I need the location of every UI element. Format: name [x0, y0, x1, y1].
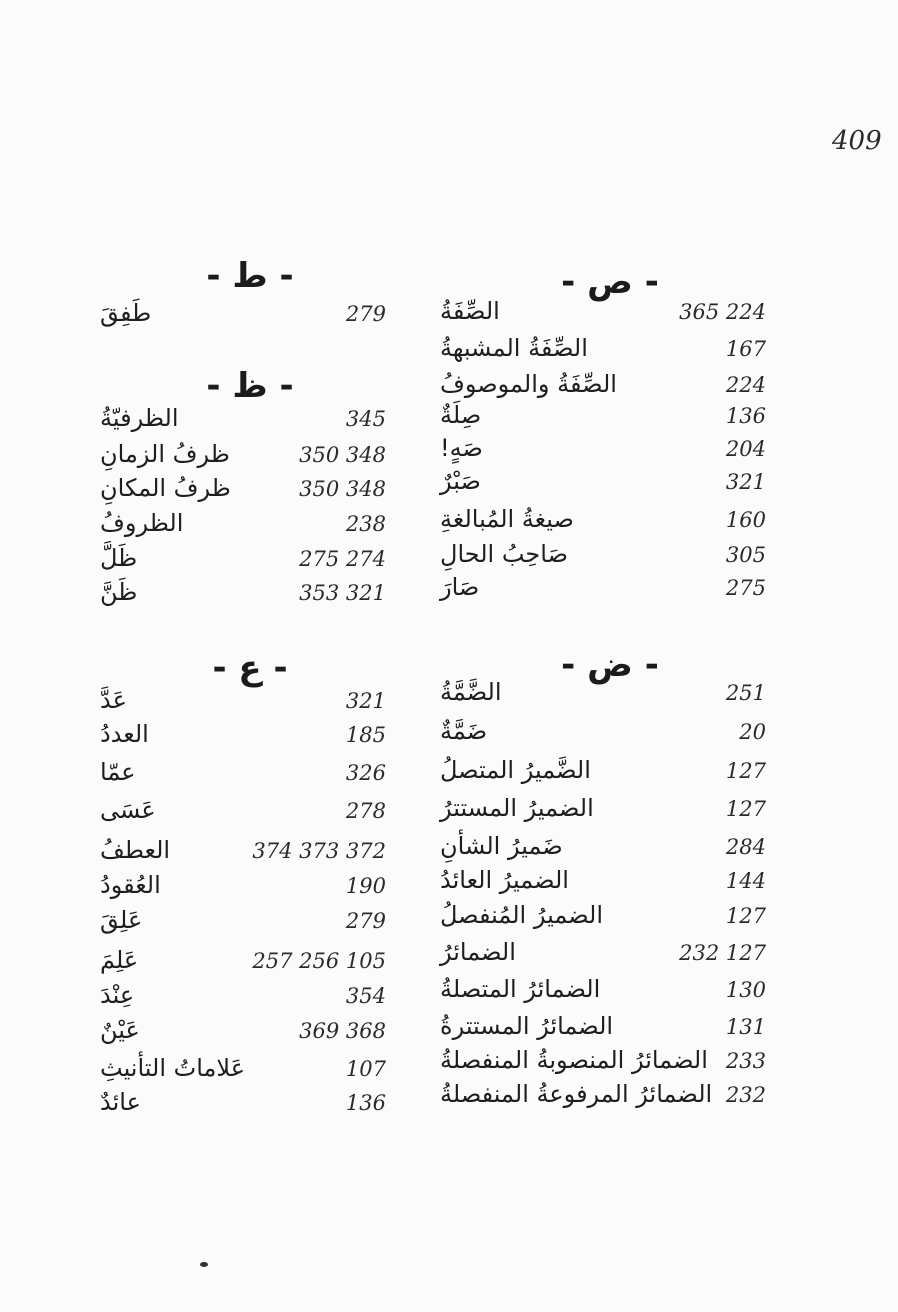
entry-term: صَاحِبُ الحالِ: [440, 540, 568, 568]
index-entry: [100, 720, 400, 756]
entry-pages: 107: [345, 1057, 386, 1081]
entry-pages: 167: [725, 337, 766, 361]
entry-pages: 131: [725, 1015, 766, 1039]
entry-term: الصِّفَةُ والموصوفُ: [440, 370, 617, 398]
index-entry: [440, 678, 780, 714]
entry-pages: 127: [725, 904, 766, 928]
entry-term: عَيْنٌ: [100, 1016, 140, 1044]
stray-mark: [200, 1262, 208, 1267]
entry-term: العددُ: [100, 720, 149, 748]
index-entry: [100, 509, 400, 545]
entry-term: عائدٌ: [100, 1088, 141, 1116]
section-heading-ayn: - ع -: [212, 648, 288, 688]
index-entry: [440, 975, 780, 1011]
entry-term: ضَميرُ الشأنِ: [440, 832, 563, 860]
index-entry: [440, 334, 780, 370]
index-entry: [100, 686, 400, 722]
index-entry: [440, 832, 780, 868]
entry-pages: 224: [725, 373, 766, 397]
entry-pages: 354: [345, 984, 386, 1008]
entry-term: صِلَةٌ: [440, 401, 482, 429]
entry-term: عَسَى: [100, 796, 156, 824]
entry-term: صَارَ: [440, 573, 480, 601]
section-heading-sad: - ص -: [561, 262, 659, 302]
section-heading-za: - ظ -: [206, 366, 294, 406]
entry-term: صَهٍ!: [440, 434, 483, 462]
entry-pages: 20: [739, 720, 766, 744]
entry-pages: 374 373 372: [252, 839, 386, 863]
entry-pages: 232 127: [679, 941, 766, 965]
entry-pages: 127: [725, 797, 766, 821]
entry-term: طَفِقَ: [100, 299, 152, 327]
entry-pages: 204: [725, 437, 766, 461]
entry-pages: 279: [345, 302, 386, 326]
entry-pages: 284: [725, 835, 766, 859]
index-entry: [440, 717, 780, 753]
entry-term: عمّا: [100, 758, 136, 786]
index-entry: [100, 544, 400, 580]
section-heading-dad: - ض -: [561, 645, 659, 685]
entry-term: الضمائرُ المنصوبةُ المنفصلةُ: [440, 1046, 708, 1074]
entry-pages: 365 224: [679, 300, 766, 324]
entry-term: الظروفُ: [100, 509, 184, 537]
index-entry: [440, 1012, 780, 1048]
entry-pages: 233: [725, 1049, 766, 1073]
entry-pages: 130: [725, 978, 766, 1002]
index-entry: [440, 540, 780, 576]
index-entry: [100, 1016, 400, 1052]
index-entry: [100, 871, 400, 907]
entry-term: ظرفُ المكانِ: [100, 474, 231, 502]
entry-pages: 275 274: [299, 547, 386, 571]
entry-term: الضميرُ المستترُ: [440, 794, 594, 822]
entry-term: الضمائرُ المتصلةُ: [440, 975, 601, 1003]
index-entry: [100, 474, 400, 510]
entry-term: الضمائرُ: [440, 938, 516, 966]
entry-term: عَلِقَ: [100, 906, 143, 934]
index-entry: [100, 906, 400, 942]
entry-term: الظرفيّةُ: [100, 404, 179, 432]
index-entry: [100, 758, 400, 794]
index-entry: [440, 901, 780, 937]
index-entry: [440, 434, 780, 470]
index-entry: [440, 866, 780, 902]
entry-pages: 160: [725, 508, 766, 532]
entry-term: الضميرُ المُنفصلُ: [440, 901, 604, 929]
entry-pages: 127: [725, 759, 766, 783]
index-entry: [100, 1054, 400, 1090]
entry-pages: 238: [345, 512, 386, 536]
index-entry: [440, 756, 780, 792]
index-entry: [440, 1046, 780, 1082]
section-heading-ta: - ط -: [206, 256, 294, 296]
entry-pages: 350 348: [299, 477, 386, 501]
entry-pages: 353 321: [299, 581, 386, 605]
entry-term: ظَلَّ: [100, 544, 138, 572]
index-entry: [440, 297, 780, 333]
index-entry: [100, 440, 400, 476]
entry-pages: 321: [345, 689, 386, 713]
index-entry: [440, 467, 780, 503]
index-entry: [100, 836, 400, 872]
entry-pages: 136: [725, 404, 766, 428]
index-entry: [440, 794, 780, 830]
entry-pages: 275: [725, 576, 766, 600]
entry-term: عَلِمَ: [100, 946, 139, 974]
entry-term: عَدَّ: [100, 686, 127, 714]
entry-term: الصِّفَةُ: [440, 297, 500, 325]
index-entry: [440, 505, 780, 541]
index-entry: [100, 946, 400, 982]
index-entry: [100, 796, 400, 832]
index-entry: [100, 404, 400, 440]
entry-pages: 251: [725, 681, 766, 705]
entry-pages: 279: [345, 909, 386, 933]
entry-pages: 278: [345, 799, 386, 823]
entry-pages: 185: [345, 723, 386, 747]
index-entry: [440, 573, 780, 609]
entry-term: العطفُ: [100, 836, 171, 864]
entry-pages: 305: [725, 543, 766, 567]
index-entry: [100, 578, 400, 614]
entry-term: ضَمَّةٌ: [440, 717, 488, 745]
entry-pages: 232: [725, 1083, 766, 1107]
entry-pages: 345: [345, 407, 386, 431]
entry-term: الصِّفَةُ المشبهةُ: [440, 334, 588, 362]
entry-term: الضمائرُ المرفوعةُ المنفصلةُ: [440, 1080, 713, 1108]
entry-term: العُقودُ: [100, 871, 161, 899]
entry-pages: 136: [345, 1091, 386, 1115]
entry-term: صَبْرٌ: [440, 467, 481, 495]
entry-pages: 369 368: [299, 1019, 386, 1043]
entry-pages: 321: [725, 470, 766, 494]
entry-pages: 190: [345, 874, 386, 898]
entry-pages: 257 256 105: [252, 949, 386, 973]
entry-term: الضَّمَّةُ: [440, 678, 502, 706]
entry-term: ظرفُ الزمانِ: [100, 440, 230, 468]
index-entry: [440, 938, 780, 974]
entry-pages: 326: [345, 761, 386, 785]
entry-term: صيغةُ المُبالغةِ: [440, 505, 574, 533]
page-number: 409: [832, 126, 882, 156]
entry-term: الضميرُ العائدُ: [440, 866, 569, 894]
entry-pages: 144: [725, 869, 766, 893]
entry-term: الضمائرُ المستترةُ: [440, 1012, 614, 1040]
index-entry: [440, 401, 780, 437]
entry-term: عَلاماتُ التأنيثِ: [100, 1054, 246, 1082]
index-entry: [100, 981, 400, 1017]
entry-term: الضَّميرُ المتصلُ: [440, 756, 591, 784]
index-entry: [100, 299, 400, 335]
index-entry: [440, 1080, 780, 1116]
entry-term: ظَنَّ: [100, 578, 138, 606]
index-entry: [100, 1088, 400, 1124]
entry-pages: 350 348: [299, 443, 386, 467]
entry-term: عِنْدَ: [100, 981, 135, 1009]
